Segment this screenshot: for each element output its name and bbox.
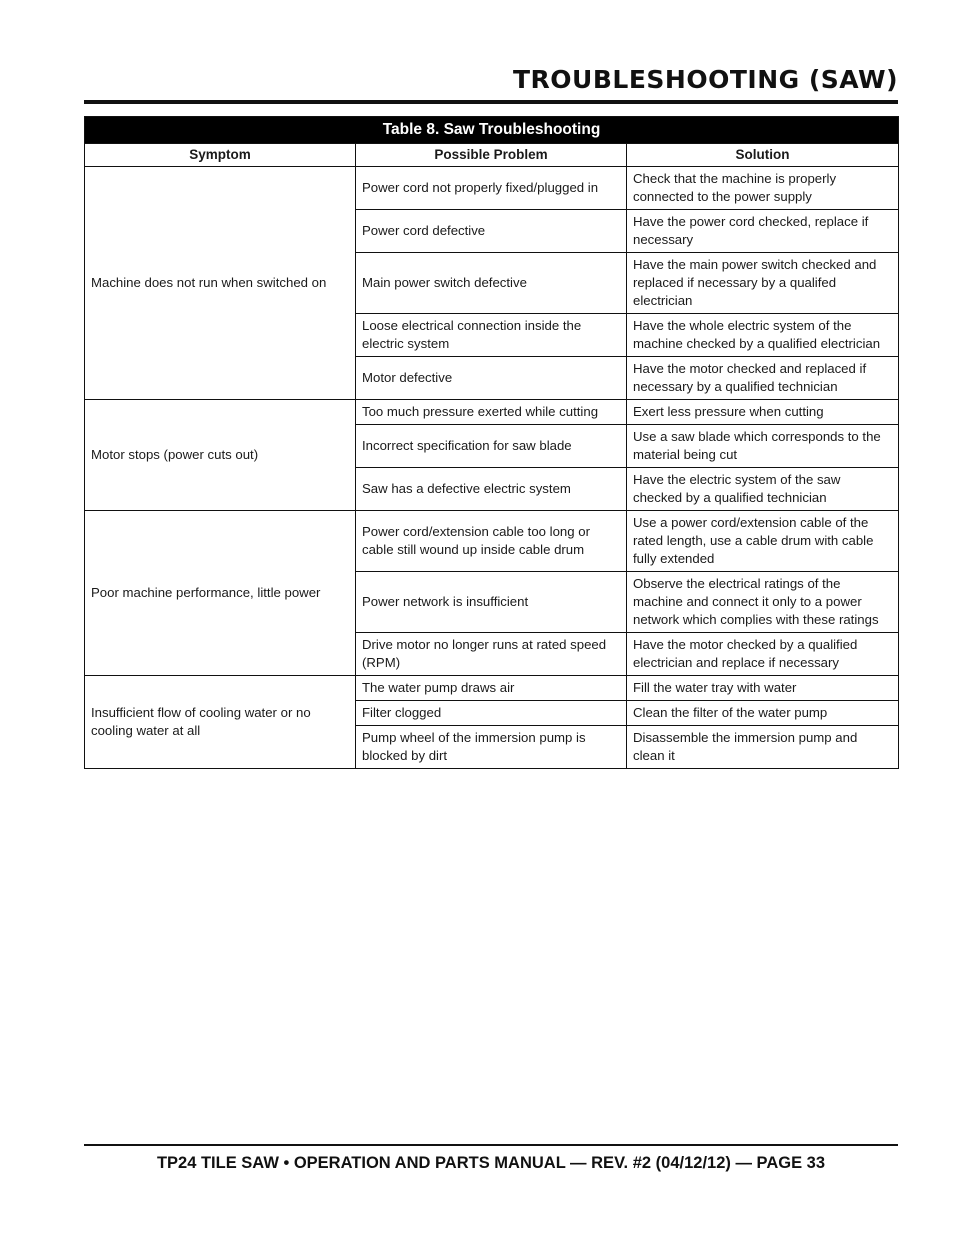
solution-cell: Disassemble the immersion pump and clean it	[627, 726, 899, 769]
solution-cell: Use a power cord/extension cable of the rated length, use a cable drum with cable fully extended	[627, 511, 899, 572]
problem-cell: Power cord/extension cable too long or cable still wound up inside cable drum	[356, 511, 627, 572]
symptom-cell: Machine does not run when switched on	[85, 167, 356, 400]
title-divider	[84, 100, 898, 104]
solution-cell: Have the power cord checked, replace if necessary	[627, 210, 899, 253]
table-caption-row	[85, 117, 899, 144]
symptom-cell: Insufficient flow of cooling water or no cooling water at all	[85, 676, 356, 769]
problem-cell: Power cord defective	[356, 210, 627, 253]
solution-cell: Observe the electrical ratings of the machine and connect it only to a power network which complies with these ratings	[627, 572, 899, 633]
solution-cell: Have the whole electric system of the machine checked by a qualified electrician	[627, 314, 899, 357]
solution-cell: Have the motor checked by a qualified electrician and replace if necessary	[627, 633, 899, 676]
problem-cell: Main power switch defective	[356, 253, 627, 314]
problem-cell: Power network is insufficient	[356, 572, 627, 633]
solution-cell: Exert less pressure when cutting	[627, 400, 899, 425]
solution-cell: Have the motor checked and replaced if necessary by a qualified technician	[627, 357, 899, 400]
problem-cell: Saw has a defective electric system	[356, 468, 627, 511]
column-header-possible-problem: Possible Problem	[356, 144, 627, 167]
problem-cell: Pump wheel of the immersion pump is blocked by dirt	[356, 726, 627, 769]
problem-cell: Loose electrical connection inside the electric system	[356, 314, 627, 357]
problem-cell: Incorrect specification for saw blade	[356, 425, 627, 468]
solution-cell: Use a saw blade which corresponds to the material being cut	[627, 425, 899, 468]
problem-cell: Filter clogged	[356, 701, 627, 726]
solution-cell: Fill the water tray with water	[627, 676, 899, 701]
footer-divider	[84, 1144, 898, 1146]
problem-cell: Too much pressure exerted while cutting	[356, 400, 627, 425]
table-caption: Table 8. Saw Troubleshooting	[85, 117, 899, 144]
problem-cell: Drive motor no longer runs at rated speed (RPM)	[356, 633, 627, 676]
symptom-cell: Poor machine performance, little power	[85, 511, 356, 676]
solution-cell: Check that the machine is properly connected to the power supply	[627, 167, 899, 210]
page-footer: TP24 TILE SAW • OPERATION AND PARTS MANUAL — REV. #2 (04/12/12) — PAGE 33	[156, 1154, 826, 1172]
table-row	[85, 511, 899, 572]
table-row	[85, 167, 899, 210]
table-header-row	[85, 144, 899, 167]
column-header-solution: Solution	[627, 144, 899, 167]
solution-cell: Clean the filter of the water pump	[627, 701, 899, 726]
solution-cell: Have the main power switch checked and replaced if necessary by a qualifed electrician	[627, 253, 899, 314]
problem-cell: The water pump draws air	[356, 676, 627, 701]
solution-cell: Have the electric system of the saw checked by a qualified technician	[627, 468, 899, 511]
saw-troubleshooting-table	[84, 116, 899, 769]
problem-cell: Power cord not properly fixed/plugged in	[356, 167, 627, 210]
table-row	[85, 400, 899, 425]
column-header-symptom: Symptom	[85, 144, 356, 167]
table-row	[85, 676, 899, 701]
symptom-cell: Motor stops (power cuts out)	[85, 400, 356, 511]
problem-cell: Motor defective	[356, 357, 627, 400]
page-title: TROUBLESHOOTING (SAW)	[512, 65, 898, 94]
